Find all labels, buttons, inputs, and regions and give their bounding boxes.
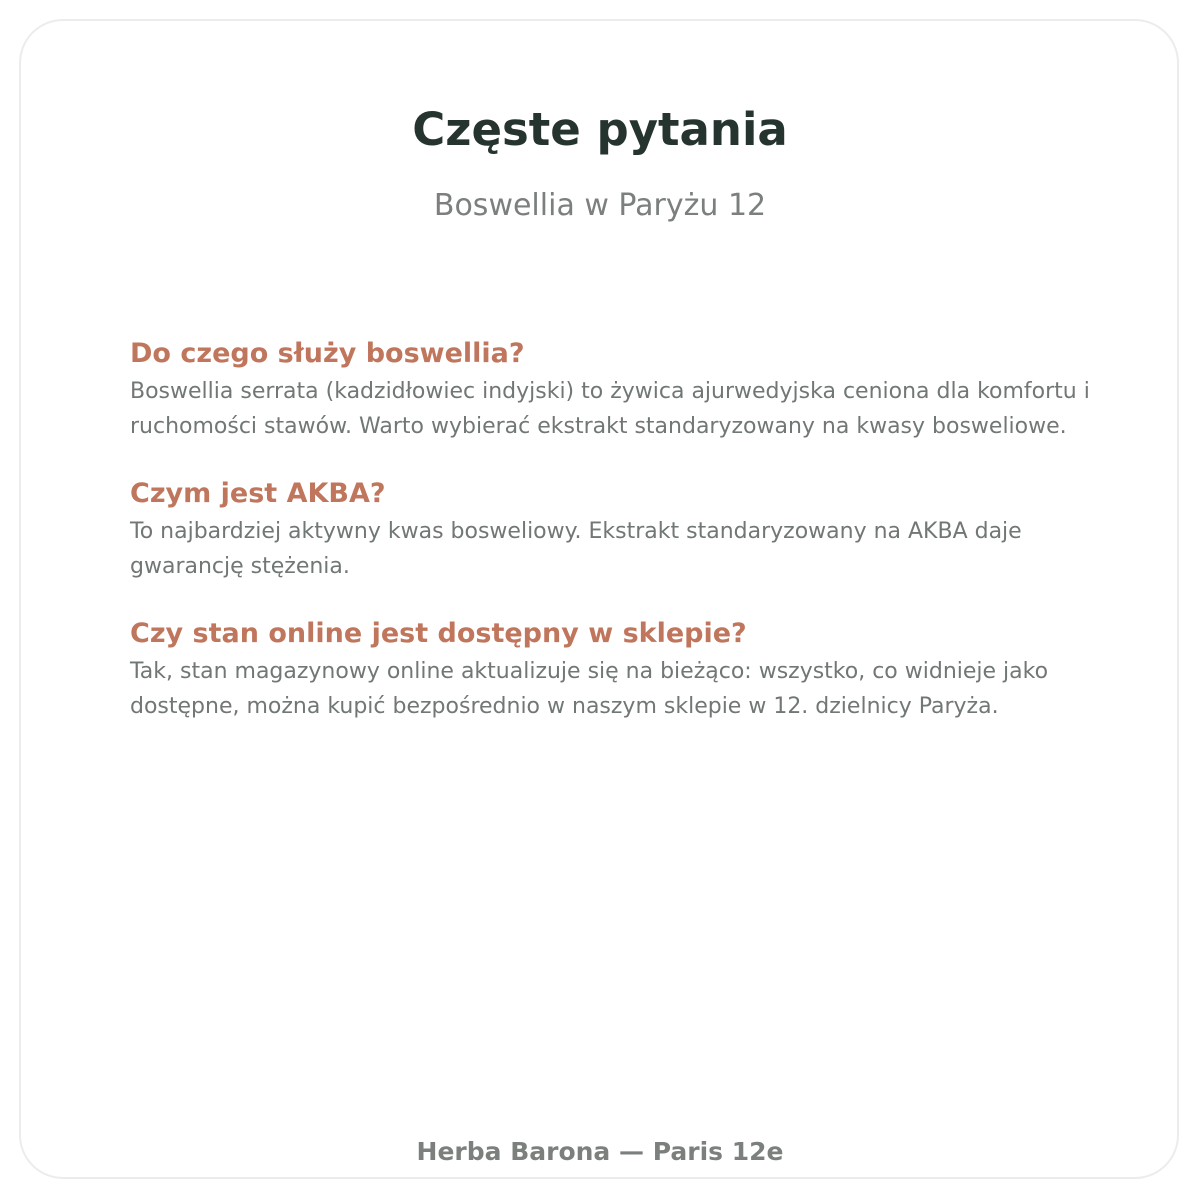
faq-item-akba: [130, 474, 1110, 584]
faq-answer: Tak, stan magazynowy online aktualizuje się na bieżąco: wszystko, co widnieje jako dostępne, można kupić bezpośrednio w naszym sklepie w 12. dzielnicy Paryża.: [130, 659, 1049, 719]
faq-item-stock: [130, 614, 1110, 724]
page-title: Częste pytania: [412, 103, 788, 156]
faq-answer: To najbardziej aktywny kwas bosweliowy. Ekstrakt standaryzowany na AKBA daje gwarancję stężenia.: [130, 519, 1022, 579]
faq-question: Czy stan online jest dostępny w sklepie?: [130, 618, 747, 649]
faq-answer: Boswellia serrata (kadzidłowiec indyjski) to żywica ajurwedyjska ceniona dla komfortu i ruchomości stawów. Warto wybierać ekstrakt standaryzowany na kwasy bosweliowe.: [130, 379, 1090, 439]
faq-question: Do czego służy boswellia?: [130, 338, 525, 369]
page-subtitle: Boswellia w Paryżu 12: [433, 188, 767, 223]
faq-question: Czym jest AKBA?: [130, 478, 386, 509]
faq-list: [130, 334, 1110, 754]
footer-brand: Herba Barona — Paris 12e: [416, 1137, 784, 1166]
faq-item-uses: [130, 334, 1110, 444]
